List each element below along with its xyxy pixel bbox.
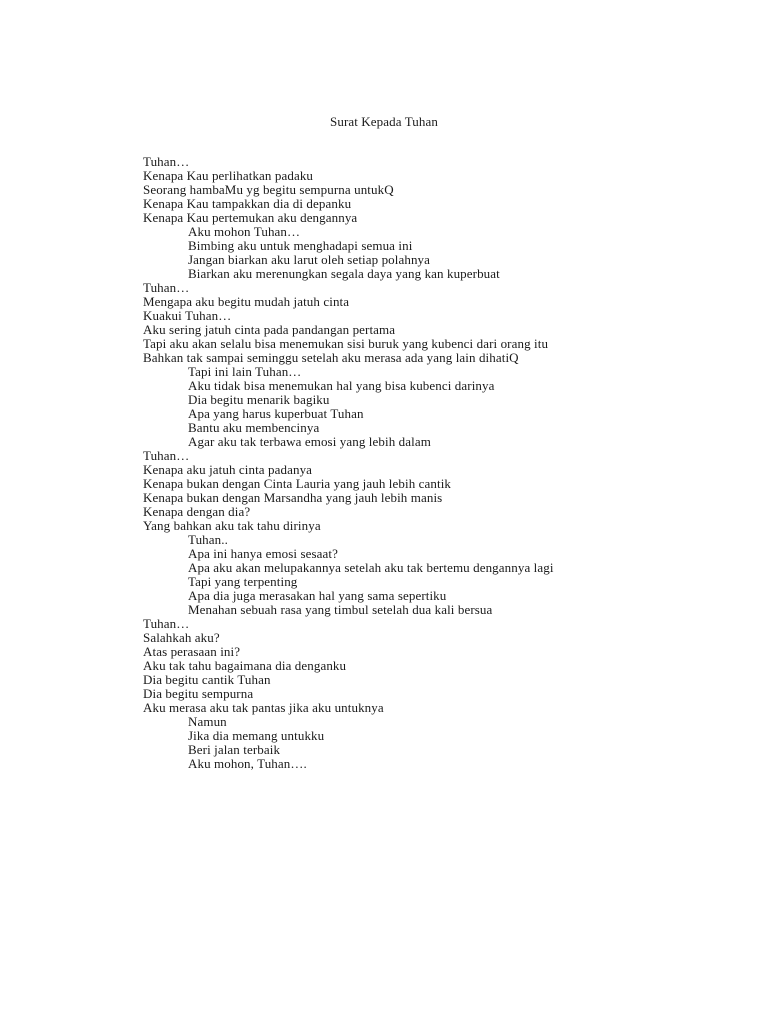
poem-line: Dia begitu menarik bagiku (188, 392, 330, 407)
poem-line: Aku sering jatuh cinta pada pandangan pertama (143, 322, 396, 337)
poem-line: Seorang hambaMu yg begitu sempurna untukQ (143, 182, 394, 197)
poem-line: Kenapa bukan dengan Marsandha yang jauh lebih manis (143, 490, 443, 505)
poem-line: Bahkan tak sampai seminggu setelah aku merasa ada yang lain dihatiQ (143, 350, 519, 365)
document-title: Surat Kepada Tuhan (330, 114, 438, 129)
poem-body (143, 155, 743, 771)
poem-line: Apa ini hanya emosi sesaat? (188, 546, 338, 561)
poem-line: Aku tak tahu bagaimana dia denganku (143, 658, 347, 673)
poem-line: Yang bahkan aku tak tahu dirinya (143, 518, 321, 533)
poem-line: Dia begitu sempurna (143, 686, 254, 701)
poem-line: Kuakui Tuhan… (143, 308, 232, 323)
poem-line: Kenapa dengan dia? (143, 504, 251, 519)
poem-line: Dia begitu cantik Tuhan (143, 672, 271, 687)
poem-line: Agar aku tak terbawa emosi yang lebih dalam (188, 434, 431, 449)
poem-line: Tuhan… (143, 280, 190, 295)
poem-line: Kenapa Kau pertemukan aku dengannya (143, 210, 358, 225)
poem-line: Apa dia juga merasakan hal yang sama sepertiku (188, 588, 447, 603)
poem-line: Beri jalan terbaik (188, 742, 281, 757)
poem-line: Tuhan… (143, 154, 190, 169)
poem-line: Atas perasaan ini? (143, 644, 241, 659)
poem-line: Namun (188, 714, 227, 729)
poem-line: Jangan biarkan aku larut oleh setiap polahnya (188, 252, 431, 267)
poem-line: Apa yang harus kuperbuat Tuhan (188, 406, 364, 421)
poem-line: Mengapa aku begitu mudah jatuh cinta (143, 294, 350, 309)
poem-line: Aku tidak bisa menemukan hal yang bisa kubenci darinya (188, 378, 495, 393)
poem-line: Kenapa bukan dengan Cinta Lauria yang jauh lebih cantik (143, 476, 452, 491)
poem-line: Aku mohon, Tuhan…. (188, 756, 307, 771)
poem-line: Apa aku akan melupakannya setelah aku tak bertemu dengannya lagi (188, 560, 554, 575)
poem-line: Jika dia memang untukku (188, 728, 325, 743)
poem-line: Salahkah aku? (143, 630, 220, 645)
poem-line: Tuhan… (143, 616, 190, 631)
poem-line: Aku mohon Tuhan… (188, 224, 301, 239)
poem-line: Tuhan.. (188, 532, 228, 547)
poem-line: Bimbing aku untuk menghadapi semua ini (188, 238, 413, 253)
poem-line: Kenapa Kau perlihatkan padaku (143, 168, 314, 183)
poem-line: Biarkan aku merenungkan segala daya yang kan kuperbuat (188, 266, 500, 281)
poem-line: Tapi aku akan selalu bisa menemukan sisi buruk yang kubenci dari orang itu (143, 336, 549, 351)
poem-line: Kenapa Kau tampakkan dia di depanku (143, 196, 352, 211)
poem-line: Tapi yang terpenting (188, 574, 298, 589)
poem-line: Bantu aku membencinya (188, 420, 320, 435)
poem-line: Kenapa aku jatuh cinta padanya (143, 462, 313, 477)
poem-line: Menahan sebuah rasa yang timbul setelah dua kali bersua (188, 602, 493, 617)
poem-line: Tuhan… (143, 448, 190, 463)
poem-line: Tapi ini lain Tuhan… (188, 364, 302, 379)
poem-line: Aku merasa aku tak pantas jika aku untuknya (143, 700, 384, 715)
